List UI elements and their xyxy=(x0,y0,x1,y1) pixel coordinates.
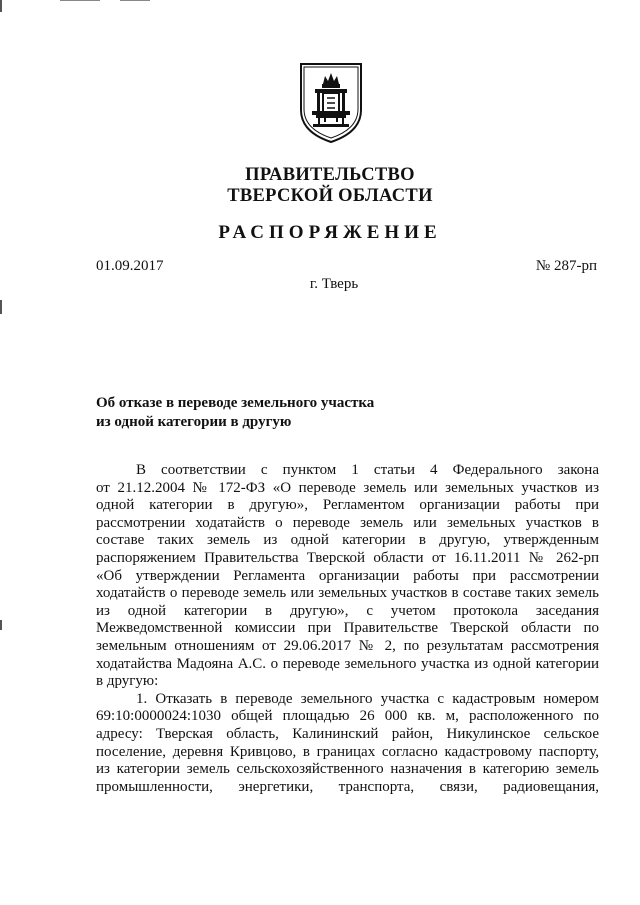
body-line: одной категории в другую», Регламентом организации работы при xyxy=(96,497,599,514)
body-line: адресу: Тверская область, Калининский район, Никулинское сельское xyxy=(96,725,599,742)
organization-name-line1: ПРАВИТЕЛЬСТВО xyxy=(245,165,415,185)
document-city: г. Тверь xyxy=(309,276,359,292)
body-line: ходатайства Мадояна А.С. о переводе земельного участка из одной категории xyxy=(96,655,599,672)
body-paragraph-1 xyxy=(96,462,599,691)
body-line: земельным отношениям от 29.06.2017 № 2, по результатам рассмотрения xyxy=(96,637,599,654)
body-line: «Об утверждении Регламента организации работы при рассмотрении xyxy=(96,567,599,584)
scan-edge-mark xyxy=(0,300,2,314)
document-date: 01.09.2017 xyxy=(96,258,164,274)
document-type: РАСПОРЯЖЕНИЕ xyxy=(218,222,442,243)
scan-edge-mark xyxy=(0,0,2,12)
body-line: из категории земель сельскохозяйственного назначения в категорию земель xyxy=(96,761,599,778)
scan-edge-mark xyxy=(0,620,2,630)
document-subject xyxy=(96,394,374,432)
body-line: распоряжением Правительства Тверской области от 16.11.2011 № 262-рп xyxy=(96,549,599,566)
subject-line: Об отказе в переводе земельного участка xyxy=(96,395,375,411)
scan-edge-mark xyxy=(60,0,100,1)
body-line: из одной категории в другую», с учетом протокола заседания xyxy=(96,602,599,619)
organization-name-line2: ТВЕРСКОЙ ОБЛАСТИ xyxy=(227,186,433,206)
document-body xyxy=(96,462,599,796)
body-line: рассмотрении ходатайств о переводе земель или земельных участков в xyxy=(96,514,599,531)
body-line: составе таких земель из одной категории в другую, утвержденным xyxy=(96,532,599,549)
body-line: поселение, деревня Кривцово, в границах согласно кадастровому паспорту, xyxy=(96,743,599,760)
subject-line: из одной категории в другую xyxy=(96,414,292,430)
body-line: промышленности, энергетики, транспорта, связи, радиовещания, xyxy=(96,778,599,795)
body-line: в другую: xyxy=(96,673,159,690)
body-line: 1. Отказать в переводе земельного участка с кадастровым номером xyxy=(136,690,599,707)
document-number: № 287-рп xyxy=(535,258,597,274)
body-line: Межведомственной комиссии при Правительстве Тверской области по xyxy=(96,620,599,637)
body-paragraph-2 xyxy=(96,691,599,797)
body-line: ходатайств о переводе земель или земельных участков в составе таких земель xyxy=(96,585,599,602)
body-line: В соответствии с пунктом 1 статьи 4 Федерального закона xyxy=(136,462,599,478)
body-line: от 21.12.2004 № 172-ФЗ «О переводе земель или земельных участков из xyxy=(96,479,599,496)
scan-edge-mark xyxy=(120,0,150,1)
coat-of-arms-icon xyxy=(299,62,363,144)
body-line: 69:10:0000024:1030 общей площадью 26 000 кв. м, расположенного по xyxy=(96,708,599,725)
